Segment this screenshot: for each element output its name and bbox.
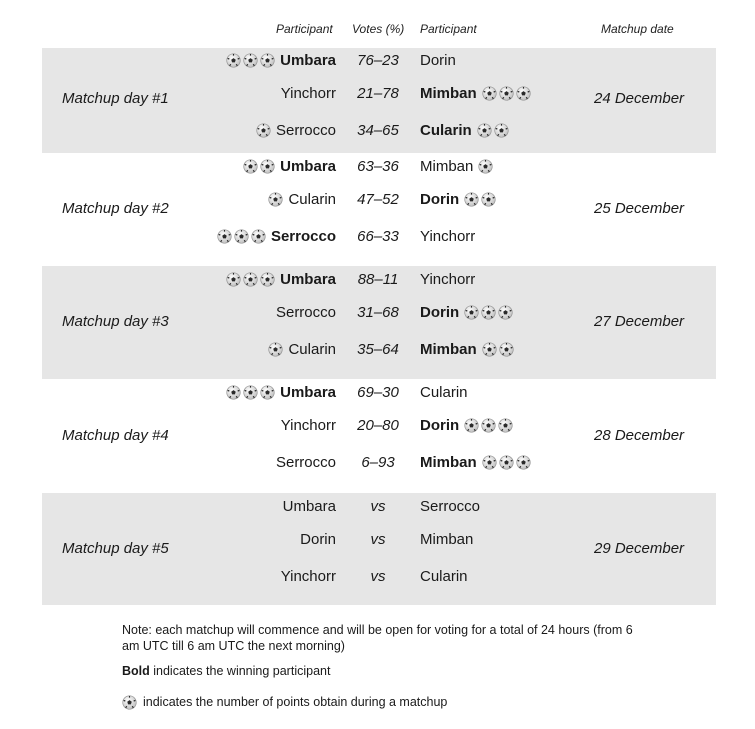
participant-left <box>281 417 336 434</box>
vote-result: 47–52 <box>357 191 399 208</box>
participant-right-name: Serrocco <box>420 498 481 515</box>
matchday-label: Matchup day #3 <box>62 313 169 330</box>
note-ball-text: indicates the number of points obtain during a matchup <box>143 695 448 709</box>
note-ball-legend <box>122 694 652 710</box>
vote-result: vs <box>370 531 386 548</box>
vote-result: vs <box>370 498 386 515</box>
points-balls <box>217 229 266 244</box>
participant-right-name: Mimban <box>420 158 474 175</box>
soccer-ball-icon <box>464 192 479 207</box>
participant-right-name: Dorin <box>420 191 460 208</box>
soccer-ball-icon <box>251 229 266 244</box>
points-balls <box>464 305 513 320</box>
participant-left-name: Umbara <box>280 271 336 288</box>
soccer-ball-icon <box>498 305 513 320</box>
participant-right-name: Mimban <box>420 531 474 548</box>
vote-result: 88–11 <box>357 271 399 288</box>
points-balls <box>482 342 514 357</box>
soccer-ball-icon <box>243 272 258 287</box>
soccer-ball-icon <box>516 86 531 101</box>
points-balls <box>477 123 509 138</box>
soccer-ball-icon <box>499 455 514 470</box>
participant-left-name: Cularin <box>288 341 336 358</box>
participant-right <box>420 228 475 245</box>
soccer-ball-icon <box>499 86 514 101</box>
soccer-ball-icon <box>226 53 241 68</box>
soccer-ball-icon <box>268 192 283 207</box>
matchday-date: 25 December <box>594 200 685 217</box>
participant-right-name: Mimban <box>420 341 477 358</box>
points-balls <box>226 385 275 400</box>
points-balls <box>226 272 275 287</box>
participant-left <box>256 122 336 139</box>
matchday-label: Matchup day #5 <box>62 540 169 557</box>
vote-result: 6–93 <box>361 454 395 471</box>
soccer-ball-icon <box>243 385 258 400</box>
note-bold-word: Bold <box>122 664 150 678</box>
participant-left-name: Serrocco <box>275 304 336 321</box>
matchday-label: Matchup day #2 <box>62 200 169 217</box>
participant-right-name: Cularin <box>420 384 468 401</box>
vote-result: 66–33 <box>357 228 399 245</box>
soccer-ball-icon <box>243 53 258 68</box>
vote-result: 20–80 <box>357 417 399 434</box>
soccer-ball-icon <box>477 123 492 138</box>
participant-left-name: Serrocco <box>275 454 336 471</box>
vote-result: 69–30 <box>357 384 399 401</box>
participant-right <box>420 384 468 401</box>
points-balls <box>464 418 513 433</box>
soccer-ball-icon <box>498 418 513 433</box>
participant-left-name: Serrocco <box>270 228 336 245</box>
participant-left <box>276 304 336 321</box>
participant-right-name: Yinchorr <box>420 228 476 245</box>
matchday-date: 27 December <box>594 313 685 330</box>
soccer-ball-icon <box>226 272 241 287</box>
points-balls <box>226 53 275 68</box>
points-balls <box>256 123 271 138</box>
soccer-ball-icon <box>260 272 275 287</box>
vote-result: 63–36 <box>357 158 399 175</box>
soccer-ball-icon <box>464 418 479 433</box>
participant-left <box>217 228 336 245</box>
soccer-ball-icon <box>268 342 283 357</box>
matchday-date: 24 December <box>594 90 685 107</box>
soccer-ball-icon <box>256 123 271 138</box>
participant-left-name: Yinchorr <box>280 417 336 434</box>
participant-left <box>226 271 336 288</box>
points-balls <box>482 86 531 101</box>
participant-left-name: Cularin <box>288 191 336 208</box>
soccer-ball-icon <box>481 418 496 433</box>
participant-right <box>420 191 496 208</box>
participant-left <box>243 158 336 175</box>
vote-result: 21–78 <box>357 85 399 102</box>
participant-left <box>226 52 336 69</box>
vote-result: 34–65 <box>357 122 399 139</box>
participant-left <box>268 341 336 358</box>
soccer-ball-icon <box>260 385 275 400</box>
soccer-ball-icon <box>243 159 258 174</box>
soccer-ball-icon <box>482 342 497 357</box>
soccer-ball-icon <box>481 305 496 320</box>
note-schedule: Note: each matchup will commence and will be open for voting for a total of 24 hours (from 6 am UTC till 6 am UTC the next morning) <box>122 623 633 653</box>
participant-right-name: Dorin <box>420 304 460 321</box>
participant-right <box>420 417 513 434</box>
matchday-label: Matchup day #4 <box>62 427 169 444</box>
participant-left-name: Yinchorr <box>280 85 336 102</box>
points-balls <box>268 342 283 357</box>
header-participant-left: Participant <box>276 22 333 36</box>
vote-result: vs <box>370 568 386 585</box>
participant-right <box>420 531 473 548</box>
participant-right <box>420 341 514 358</box>
soccer-ball-icon <box>481 192 496 207</box>
soccer-ball-icon <box>499 342 514 357</box>
participant-left-name: Serrocco <box>275 122 336 139</box>
participant-right-name: Dorin <box>420 52 456 69</box>
header-date: Matchup date <box>601 22 674 36</box>
soccer-ball-icon <box>494 123 509 138</box>
matchday-label: Matchup day #1 <box>62 90 169 107</box>
participant-left-name: Umbara <box>280 384 336 401</box>
participant-right-name: Cularin <box>420 122 472 139</box>
matchday-date: 29 December <box>594 540 685 557</box>
participant-right <box>420 158 493 175</box>
participant-left-name: Dorin <box>300 531 336 548</box>
participant-left-name: Umbara <box>280 52 336 69</box>
soccer-ball-icon <box>478 159 493 174</box>
points-balls <box>243 159 275 174</box>
vote-result: 31–68 <box>357 304 399 321</box>
participant-left-name: Umbara <box>280 158 336 175</box>
soccer-ball-icon <box>482 455 497 470</box>
participant-right-name: Cularin <box>420 568 468 585</box>
soccer-ball-icon <box>226 385 241 400</box>
participant-left-name: Yinchorr <box>280 568 336 585</box>
points-balls <box>482 455 531 470</box>
header-votes: Votes (%) <box>352 22 405 36</box>
participant-left <box>268 191 336 208</box>
header-participant-right: Participant <box>420 22 477 36</box>
participant-right <box>420 304 513 321</box>
participant-right <box>420 568 468 585</box>
soccer-ball-icon <box>122 695 137 710</box>
participant-right <box>420 52 456 69</box>
participant-right-name: Dorin <box>420 417 460 434</box>
participant-left <box>226 384 336 401</box>
participant-right-name: Yinchorr <box>420 271 476 288</box>
matchday-date: 28 December <box>594 427 685 444</box>
note-bold-legend <box>122 663 652 679</box>
participant-left <box>283 498 336 515</box>
soccer-ball-icon <box>482 86 497 101</box>
points-balls <box>464 192 496 207</box>
soccer-ball-icon <box>234 229 249 244</box>
participant-left <box>300 531 336 548</box>
participant-left <box>281 85 336 102</box>
soccer-ball-icon <box>260 159 275 174</box>
note-bold-text: indicates the winning participant <box>149 664 331 678</box>
participant-right <box>420 85 531 102</box>
participant-right <box>420 498 480 515</box>
participant-right <box>420 122 509 139</box>
vote-result: 35–64 <box>357 341 399 358</box>
points-balls <box>268 192 283 207</box>
participant-left-name: Umbara <box>282 498 336 515</box>
soccer-ball-icon <box>122 695 137 710</box>
vote-result: 76–23 <box>357 52 399 69</box>
participant-left <box>276 454 336 471</box>
participant-right <box>420 454 531 471</box>
soccer-ball-icon <box>217 229 232 244</box>
soccer-ball-icon <box>260 53 275 68</box>
soccer-ball-icon <box>516 455 531 470</box>
participant-right <box>420 271 475 288</box>
points-balls <box>478 159 493 174</box>
participant-left <box>281 568 336 585</box>
participant-right-name: Mimban <box>420 85 477 102</box>
soccer-ball-icon <box>464 305 479 320</box>
participant-right-name: Mimban <box>420 454 477 471</box>
